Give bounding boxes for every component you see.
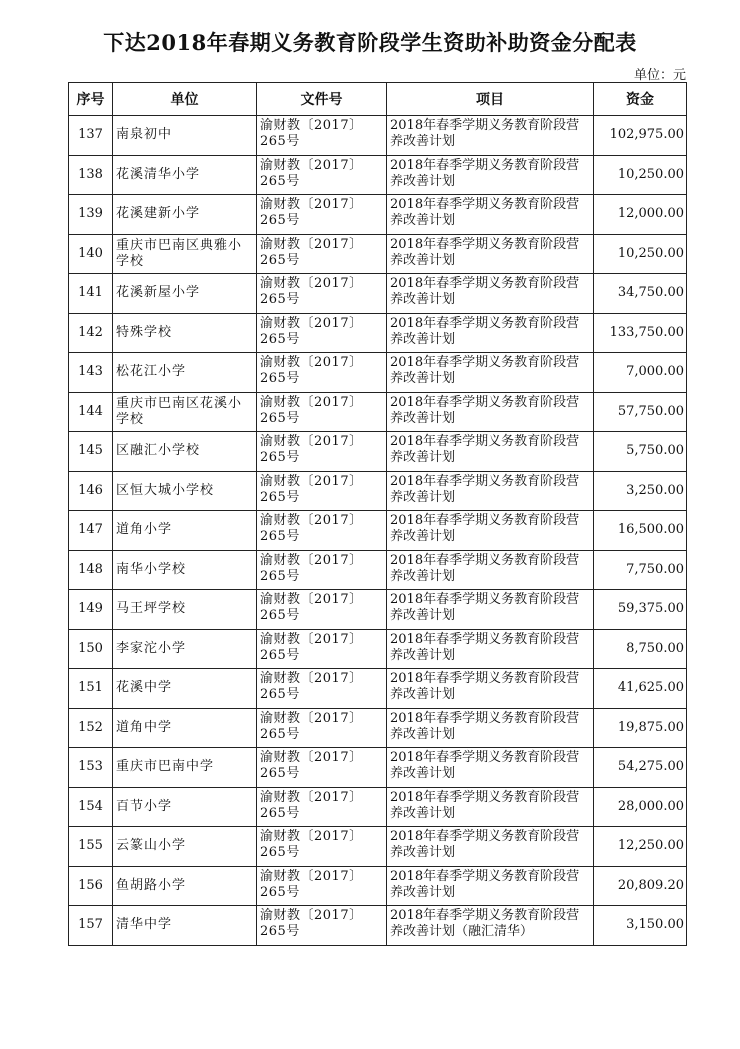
header-unit: 单位: [113, 83, 257, 116]
header-seq: 序号: [69, 83, 113, 116]
table-row: [69, 511, 687, 551]
cell-doc: 渝财教〔2017〕265号: [257, 313, 387, 353]
cell-project: 2018年春季学期义务教育阶段营养改善计划: [387, 550, 594, 590]
cell-doc: 渝财教〔2017〕265号: [257, 550, 387, 590]
cell-project: 2018年春季学期义务教育阶段营养改善计划: [387, 155, 594, 195]
table-row: [69, 392, 687, 432]
table-row: [69, 748, 687, 788]
cell-amount: 7,000.00: [594, 353, 687, 393]
cell-seq: 137: [69, 116, 113, 156]
cell-amount: 34,750.00: [594, 274, 687, 314]
cell-seq: 146: [69, 471, 113, 511]
cell-seq: 155: [69, 827, 113, 867]
cell-unit: 区融汇小学校: [113, 432, 257, 472]
header-doc: 文件号: [257, 83, 387, 116]
cell-amount: 12,250.00: [594, 827, 687, 867]
cell-amount: 59,375.00: [594, 590, 687, 630]
cell-seq: 139: [69, 195, 113, 235]
cell-amount: 20,809.20: [594, 866, 687, 906]
cell-project: 2018年春季学期义务教育阶段营养改善计划: [387, 195, 594, 235]
table-row: [69, 155, 687, 195]
cell-seq: 145: [69, 432, 113, 472]
cell-unit: 松花江小学: [113, 353, 257, 393]
cell-doc: 渝财教〔2017〕265号: [257, 471, 387, 511]
table-row: [69, 313, 687, 353]
cell-amount: 133,750.00: [594, 313, 687, 353]
cell-unit: 鱼胡路小学: [113, 866, 257, 906]
cell-project: 2018年春季学期义务教育阶段营养改善计划: [387, 313, 594, 353]
cell-unit: 花溪中学: [113, 669, 257, 709]
cell-amount: 19,875.00: [594, 708, 687, 748]
cell-project: 2018年春季学期义务教育阶段营养改善计划: [387, 866, 594, 906]
cell-doc: 渝财教〔2017〕265号: [257, 748, 387, 788]
cell-doc: 渝财教〔2017〕265号: [257, 906, 387, 946]
cell-unit: 重庆市巴南区典雅小学校: [113, 234, 257, 274]
cell-amount: 41,625.00: [594, 669, 687, 709]
cell-amount: 10,250.00: [594, 234, 687, 274]
table-row: [69, 116, 687, 156]
unit-label: 单位：元: [633, 68, 686, 83]
cell-amount: 10,250.00: [594, 155, 687, 195]
table-row: [69, 708, 687, 748]
cell-unit: 百节小学: [113, 787, 257, 827]
cell-doc: 渝财教〔2017〕265号: [257, 116, 387, 156]
cell-doc: 渝财教〔2017〕265号: [257, 708, 387, 748]
cell-doc: 渝财教〔2017〕265号: [257, 234, 387, 274]
cell-seq: 150: [69, 629, 113, 669]
cell-seq: 147: [69, 511, 113, 551]
header-row: [69, 83, 687, 116]
cell-amount: 12,000.00: [594, 195, 687, 235]
cell-seq: 138: [69, 155, 113, 195]
table-row: [69, 669, 687, 709]
cell-doc: 渝财教〔2017〕265号: [257, 392, 387, 432]
cell-doc: 渝财教〔2017〕265号: [257, 669, 387, 709]
header-amount: 资金: [594, 83, 687, 116]
cell-project: 2018年春季学期义务教育阶段营养改善计划: [387, 827, 594, 867]
cell-unit: 特殊学校: [113, 313, 257, 353]
cell-project: 2018年春季学期义务教育阶段营养改善计划（融汇清华）: [387, 906, 594, 946]
table-row: [69, 787, 687, 827]
table-row: [69, 353, 687, 393]
cell-project: 2018年春季学期义务教育阶段营养改善计划: [387, 274, 594, 314]
table-body: [69, 116, 687, 946]
cell-doc: 渝财教〔2017〕265号: [257, 432, 387, 472]
table-row: [69, 827, 687, 867]
cell-unit: 花溪建新小学: [113, 195, 257, 235]
cell-unit: 重庆市巴南中学: [113, 748, 257, 788]
cell-project: 2018年春季学期义务教育阶段营养改善计划: [387, 748, 594, 788]
cell-doc: 渝财教〔2017〕265号: [257, 155, 387, 195]
cell-seq: 141: [69, 274, 113, 314]
cell-amount: 102,975.00: [594, 116, 687, 156]
cell-amount: 3,150.00: [594, 906, 687, 946]
cell-project: 2018年春季学期义务教育阶段营养改善计划: [387, 669, 594, 709]
cell-unit: 马王坪学校: [113, 590, 257, 630]
cell-project: 2018年春季学期义务教育阶段营养改善计划: [387, 392, 594, 432]
cell-unit: 花溪新屋小学: [113, 274, 257, 314]
cell-unit: 区恒大城小学校: [113, 471, 257, 511]
cell-doc: 渝财教〔2017〕265号: [257, 511, 387, 551]
cell-project: 2018年春季学期义务教育阶段营养改善计划: [387, 511, 594, 551]
cell-project: 2018年春季学期义务教育阶段营养改善计划: [387, 629, 594, 669]
cell-unit: 南泉初中: [113, 116, 257, 156]
cell-seq: 140: [69, 234, 113, 274]
cell-unit: 云篆山小学: [113, 827, 257, 867]
table-row: [69, 590, 687, 630]
cell-amount: 7,750.00: [594, 550, 687, 590]
cell-project: 2018年春季学期义务教育阶段营养改善计划: [387, 116, 594, 156]
cell-project: 2018年春季学期义务教育阶段营养改善计划: [387, 432, 594, 472]
table-row: [69, 550, 687, 590]
table-row: [69, 234, 687, 274]
cell-seq: 156: [69, 866, 113, 906]
cell-project: 2018年春季学期义务教育阶段营养改善计划: [387, 471, 594, 511]
cell-unit: 李家沱小学: [113, 629, 257, 669]
cell-unit: 花溪清华小学: [113, 155, 257, 195]
cell-amount: 5,750.00: [594, 432, 687, 472]
table-row: [69, 432, 687, 472]
cell-seq: 154: [69, 787, 113, 827]
table-row: [69, 471, 687, 511]
cell-amount: 54,275.00: [594, 748, 687, 788]
cell-seq: 149: [69, 590, 113, 630]
cell-seq: 157: [69, 906, 113, 946]
cell-doc: 渝财教〔2017〕265号: [257, 787, 387, 827]
cell-doc: 渝财教〔2017〕265号: [257, 195, 387, 235]
cell-seq: 143: [69, 353, 113, 393]
cell-seq: 151: [69, 669, 113, 709]
cell-amount: 57,750.00: [594, 392, 687, 432]
cell-project: 2018年春季学期义务教育阶段营养改善计划: [387, 787, 594, 827]
cell-amount: 28,000.00: [594, 787, 687, 827]
cell-project: 2018年春季学期义务教育阶段营养改善计划: [387, 708, 594, 748]
table-row: [69, 906, 687, 946]
cell-unit: 清华中学: [113, 906, 257, 946]
cell-doc: 渝财教〔2017〕265号: [257, 866, 387, 906]
cell-seq: 148: [69, 550, 113, 590]
cell-doc: 渝财教〔2017〕265号: [257, 590, 387, 630]
cell-project: 2018年春季学期义务教育阶段营养改善计划: [387, 353, 594, 393]
cell-doc: 渝财教〔2017〕265号: [257, 827, 387, 867]
cell-unit: 重庆市巴南区花溪小学校: [113, 392, 257, 432]
table-row: [69, 629, 687, 669]
table-row: [69, 195, 687, 235]
table-row: [69, 274, 687, 314]
allocation-table: [68, 82, 687, 946]
table-row: [69, 866, 687, 906]
cell-amount: 8,750.00: [594, 629, 687, 669]
cell-seq: 144: [69, 392, 113, 432]
cell-project: 2018年春季学期义务教育阶段营养改善计划: [387, 234, 594, 274]
cell-doc: 渝财教〔2017〕265号: [257, 274, 387, 314]
cell-doc: 渝财教〔2017〕265号: [257, 629, 387, 669]
header-project: 项目: [387, 83, 594, 116]
cell-doc: 渝财教〔2017〕265号: [257, 353, 387, 393]
cell-seq: 152: [69, 708, 113, 748]
cell-seq: 153: [69, 748, 113, 788]
cell-unit: 南华小学校: [113, 550, 257, 590]
cell-amount: 16,500.00: [594, 511, 687, 551]
cell-unit: 道角小学: [113, 511, 257, 551]
cell-project: 2018年春季学期义务教育阶段营养改善计划: [387, 590, 594, 630]
cell-amount: 3,250.00: [594, 471, 687, 511]
page-title: 下达2018年春期义务教育阶段学生资助补助资金分配表: [103, 30, 637, 55]
cell-unit: 道角中学: [113, 708, 257, 748]
cell-seq: 142: [69, 313, 113, 353]
